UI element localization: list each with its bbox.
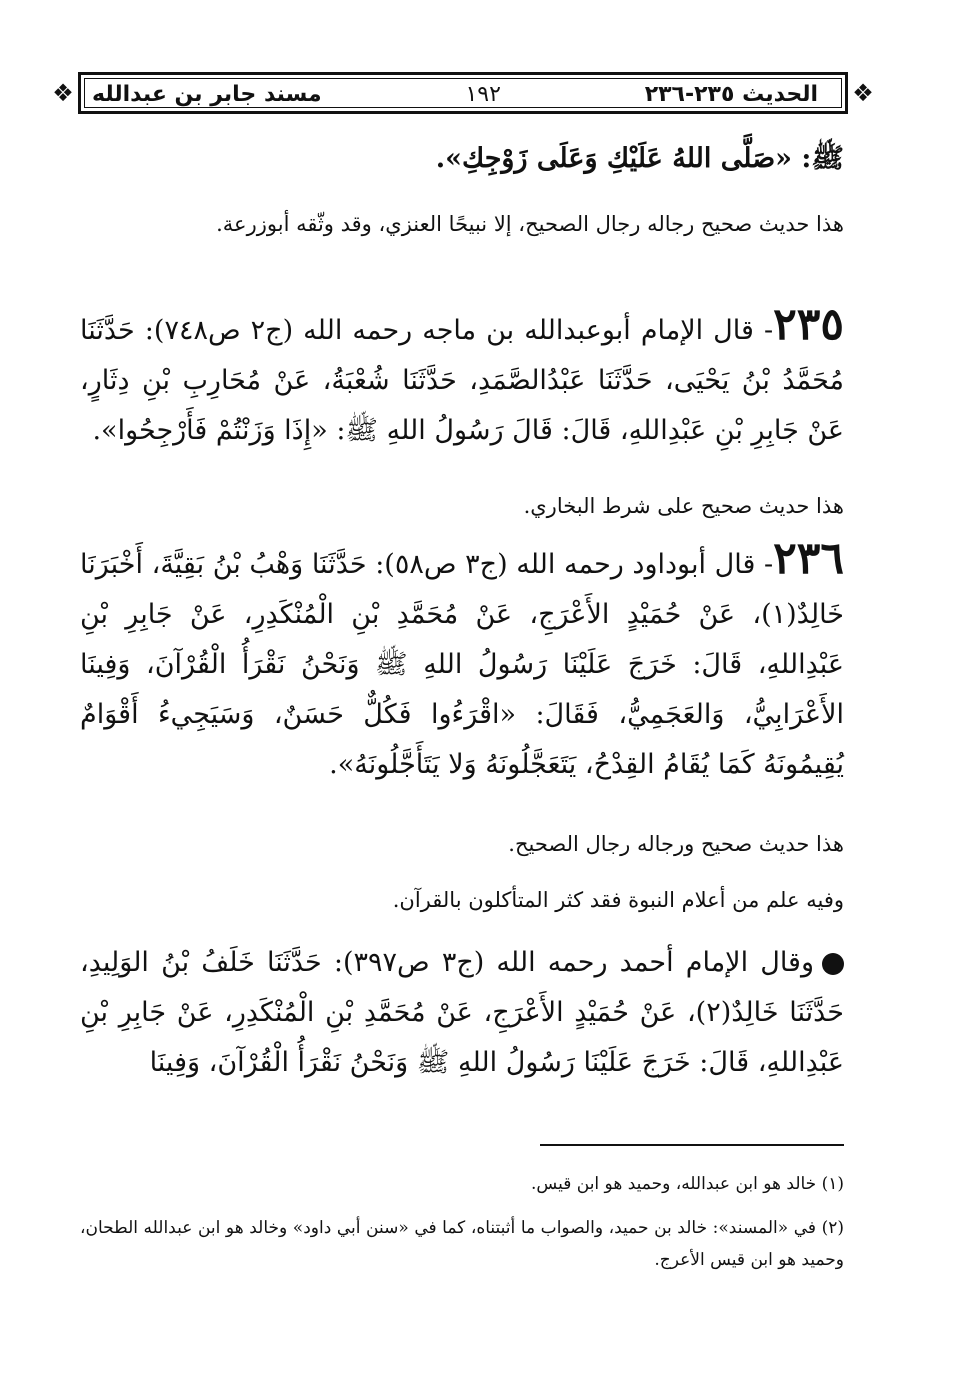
paragraph-grading-235: هذا حديث صحيح على شرط البخاري. (523, 494, 844, 518)
hadith-number-236: ٢٣٦ (773, 533, 844, 584)
paragraph-grading-1: هذا حديث صحيح رجاله رجال الصحيح، إلا نبيحًا العنزي، وقد وثّقه أبوزرعة. (216, 212, 844, 236)
hadith-235: ٢٣٥- قال الإمام أبوعبدالله بن ماجه رحمه الله (ج٢ ص٧٤٨): حَدَّثَنَا مُحَمَّدُ بْنُ يَحْيَى، حَدَّثَنَا عَبْدُالصَّمَدِ، حَدَّثَنَا شُعْبَةُ، عَنْ مُحَارِبِ بْنِ دِثَارٍ، عَنْ جَابِرِ بْنِ عَبْدِاللهِ، قَالَ: قَالَ رَسُولُ اللهِ ﷺ: «إِذَا وَزَنْتُمْ فَأَرْجِحُوا». (80, 299, 845, 446)
ornament-left-icon: ❖ (52, 79, 74, 107)
paragraph-grading-236: هذا حديث صحيح ورجاله رجال الصحيح. (508, 832, 844, 856)
footnote-2: (٢) في «المسند»: خالد بن حميد، والصواب ما أثبتناه، كما في «سنن أبي داود» وخالد هو ابن عبدالله الطحان، وحميد هو ابن قيس الأعرج. (80, 1218, 844, 1270)
paragraph-ahmad-narration: وقال الإمام أحمد رحمه الله (ج٣ ص٣٩٧): حَدَّثَنَا خَلَفُ بْنُ الوَلِيدِ، حَدَّثَنَا خَالِدٌ(٢)، عَنْ حُمَيْدٍ الأَعْرَجِ، عَنْ مُحَمَّدِ بْنِ الْمُنْكَدِرِ، عَنْ جَابِرِ بْنِ عَبْدِاللهِ، قَالَ: خَرَجَ عَلَيْنَا رَسُولُ اللهِ ﷺ وَنَحْنُ نَقْرَأُ الْقُرْآنَ، وَفِينَا (80, 947, 844, 1078)
running-header (92, 80, 818, 108)
footnote-1: (١) خالد هو ابن عبدالله، وحميد هو ابن قيس. (531, 1174, 844, 1194)
paragraph-quote-end: ﷺ: «صَلَّى اللهُ عَلَيْكِ وَعَلَى زَوْجِكِ». (435, 143, 844, 174)
ornament-right-icon: ❖ (852, 79, 874, 107)
header-hadith-range: الحديث ٢٣٥-٢٣٦ (644, 81, 818, 107)
page-number: ١٩٢ (465, 81, 501, 107)
footnote-separator (540, 1144, 844, 1146)
header-book-title: مسند جابر بن عبدالله (92, 81, 322, 107)
hadith-number-235: ٢٣٥ (773, 299, 845, 350)
paragraph-prophecy-note: وفيه علم من أعلام النبوة فقد كثر المتأكلون بالقرآن. (392, 888, 844, 912)
flower-bullet-icon (822, 953, 844, 975)
hadith-236: ٢٣٦- قال أبوداود رحمه الله (ج٣ ص٥٨): حَدَّثَنَا وَهْبُ بْنُ بَقِيَّةَ، أَخْبَرَنَا خَالِدٌ(١)، عَنْ حُمَيْدٍ الأَعْرَجِ، عَنْ مُحَمَّدِ بْنِ الْمُنْكَدِرِ، عَنْ جَابِرِ بْنِ عَبْدِاللهِ، قَالَ: خَرَجَ عَلَيْنَا رَسُولُ اللهِ ﷺ وَنَحْنُ نَقْرَأُ الْقُرْآنَ، وَفِينَا الأَعْرَابِيُّ، وَالعَجَمِيُّ، فَقَالَ: «اقْرَءُوا فَكُلٌّ حَسَنٌ، وَسَيَجِيءُ أَقْوَامٌ يُقِيمُونَهُ كَمَا يُقَامُ القِدْحُ، يَتَعَجَّلُونَهُ وَلا يَتَأَجَّلُونَهُ». (80, 533, 844, 780)
